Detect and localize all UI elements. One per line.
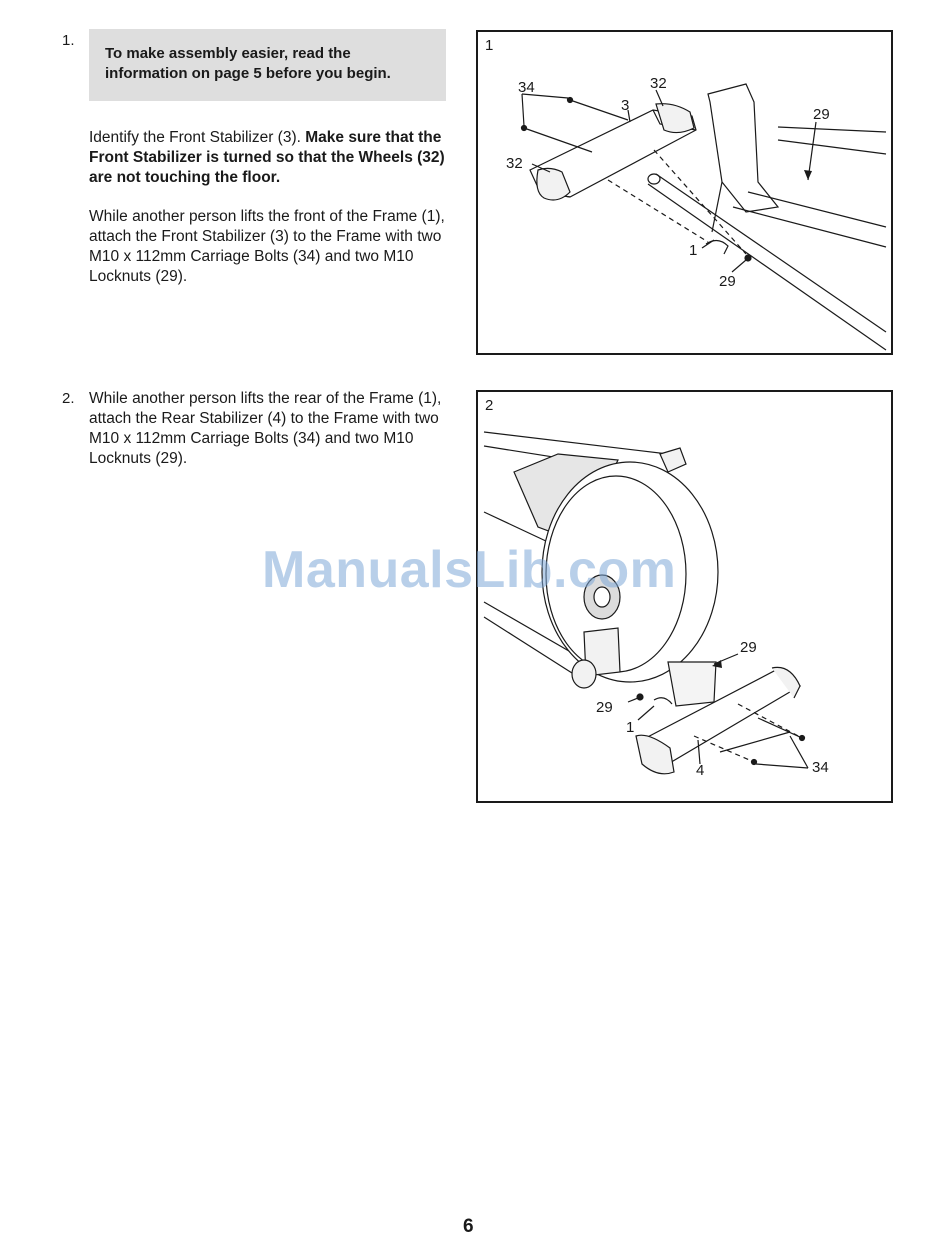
step-2-instruction: While another person lifts the rear of the Frame (1), attach the Rear Stabilizer (4) to the Frame with two M10 x 112mm Carriage Bolts (34) and two M10 Locknuts (29).	[89, 390, 442, 467]
figure-1-illustration	[478, 32, 895, 357]
step-1-instruction: While another person lifts the front of the Frame (1), attach the Front Stabilizer (3) to the Frame with two M10 x 112mm Carriage Bolts (34) and two M10 Locknuts (29).	[89, 208, 445, 285]
step-1-identify-text: Identify the Front Stabilizer (3).	[89, 129, 306, 146]
step-1-number: 1.	[62, 32, 75, 49]
figure-2-callout-1: 1	[626, 719, 635, 736]
step-1-callout: To make assembly easier, read the information on page 5 before you begin.	[89, 29, 446, 101]
step-1-identify-paragraph	[89, 128, 445, 188]
figure-1-callout-29-right: 29	[813, 106, 830, 123]
figure-1-callout-1: 1	[689, 242, 698, 259]
figure-1-callout-32-left: 32	[506, 155, 523, 172]
figure-1-callout-3: 3	[621, 97, 630, 114]
figure-1-callout-32-top: 32	[650, 75, 667, 92]
figure-1	[476, 30, 893, 355]
figure-2-callout-4: 4	[696, 762, 705, 779]
step-2-number: 2.	[62, 390, 75, 407]
figure-2-callout-29-left: 29	[596, 699, 613, 716]
watermark: ManualsLib.com	[262, 541, 677, 599]
figure-1-callout-34: 34	[518, 79, 535, 96]
figure-2-callout-34: 34	[812, 759, 829, 776]
figure-2-callout-29-right: 29	[740, 639, 757, 656]
figure-2-label: 2	[485, 397, 494, 414]
page-number: 6	[463, 1216, 474, 1237]
step-1-identify-warning: Make sure that the Front Stabilizer is turned so that the Wheels (32) are not touching the floor.	[89, 129, 445, 186]
figure-1-label: 1	[485, 37, 494, 54]
figure-1-callout-29-bottom: 29	[719, 273, 736, 290]
